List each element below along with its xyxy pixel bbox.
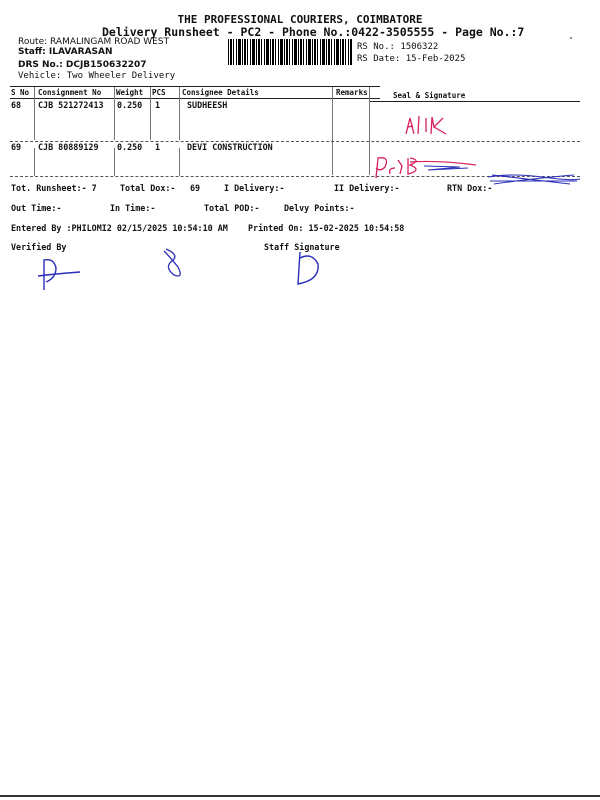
entered-by: Entered By :PHILOMI2 02/15/2025 10:54:10 AM bbox=[11, 223, 228, 233]
verifier-initial bbox=[160, 245, 190, 279]
col-divider bbox=[332, 87, 333, 175]
out-time: Out Time:- bbox=[11, 203, 62, 213]
delvy-points: Delvy Points:- bbox=[284, 203, 355, 213]
tot-runsheet: Tot. Runsheet:- 7 bbox=[11, 183, 97, 193]
col-consignment: Consignment No bbox=[38, 88, 102, 97]
rs-date: RS Date: 15-Feb-2025 bbox=[357, 54, 466, 64]
row2-sno: 69 bbox=[11, 142, 22, 152]
total-dox-label: Total Dox:- bbox=[120, 183, 176, 193]
row2-weight: 0.250 bbox=[117, 142, 143, 152]
ii-delivery: II Delivery:- bbox=[334, 183, 400, 193]
col-sno: S No bbox=[11, 88, 30, 97]
col-divider bbox=[34, 87, 35, 140]
barcode-image bbox=[228, 39, 352, 65]
receiver-signature-1 bbox=[398, 112, 478, 140]
row2-consignment: CJB 80889129 bbox=[38, 142, 99, 152]
col-divider bbox=[114, 87, 115, 140]
row1-weight: 0.250 bbox=[117, 100, 143, 110]
vehicle-label: Vehicle: Two Wheeler Delivery bbox=[18, 71, 176, 81]
in-time: In Time:- bbox=[110, 203, 156, 213]
staff-label: Staff: ILAVARASAN bbox=[18, 47, 113, 57]
receiver-signature-2 bbox=[368, 148, 488, 182]
col-divider bbox=[34, 148, 35, 176]
total-pod: Total POD:- bbox=[204, 203, 260, 213]
row1-pcs: 1 bbox=[155, 100, 161, 110]
rtn-dox: RTN Dox:- bbox=[447, 183, 493, 193]
col-weight: Weight bbox=[116, 88, 144, 97]
staff-signature bbox=[290, 250, 330, 288]
table-top-rule bbox=[10, 86, 380, 87]
col-divider bbox=[179, 87, 180, 140]
col-divider bbox=[114, 148, 115, 176]
printed-on: Printed On: 15-02-2025 10:54:58 bbox=[248, 223, 405, 233]
col-seal-signature: Seal & Signature bbox=[393, 91, 466, 100]
row2-consignee: DEVI CONSTRUCTION bbox=[187, 142, 273, 152]
verified-by: Verified By bbox=[11, 242, 67, 252]
col-consignee: Consignee Details bbox=[182, 88, 259, 97]
row2-pcs: 1 bbox=[155, 142, 161, 152]
company-title: THE PROFESSIONAL COURIERS, COIMBATORE bbox=[177, 13, 423, 26]
drs-number: DRS No.: DCJB150632207 bbox=[18, 60, 147, 70]
route-label: Route: RAMALINGAM ROAD WEST bbox=[18, 37, 170, 47]
row1-consignee: SUDHEESH bbox=[187, 100, 228, 110]
col-divider bbox=[150, 87, 151, 140]
col-remarks: Remarks bbox=[336, 88, 368, 97]
row1-sno: 68 bbox=[11, 100, 22, 110]
scan-speck bbox=[570, 37, 572, 39]
page-bottom-edge bbox=[0, 795, 600, 797]
staff-signature-label: Staff Signature bbox=[264, 242, 340, 252]
seal-header-rule bbox=[370, 101, 580, 102]
rs-number: RS No.: 1506322 bbox=[357, 42, 439, 52]
row1-consignment: CJB 521272413 bbox=[38, 100, 104, 110]
rtn-scribble bbox=[482, 167, 582, 189]
col-pcs: PCS bbox=[152, 88, 166, 97]
total-dox-value: 69 bbox=[190, 183, 201, 193]
verifier-signature bbox=[36, 252, 86, 294]
col-divider bbox=[179, 148, 180, 176]
table-header-rule bbox=[10, 98, 380, 99]
i-delivery: I Delivery:- bbox=[224, 183, 285, 193]
runsheet-title: Delivery Runsheet - PC2 - Phone No.:0422-3505555 - Page No.:7 bbox=[102, 25, 525, 39]
